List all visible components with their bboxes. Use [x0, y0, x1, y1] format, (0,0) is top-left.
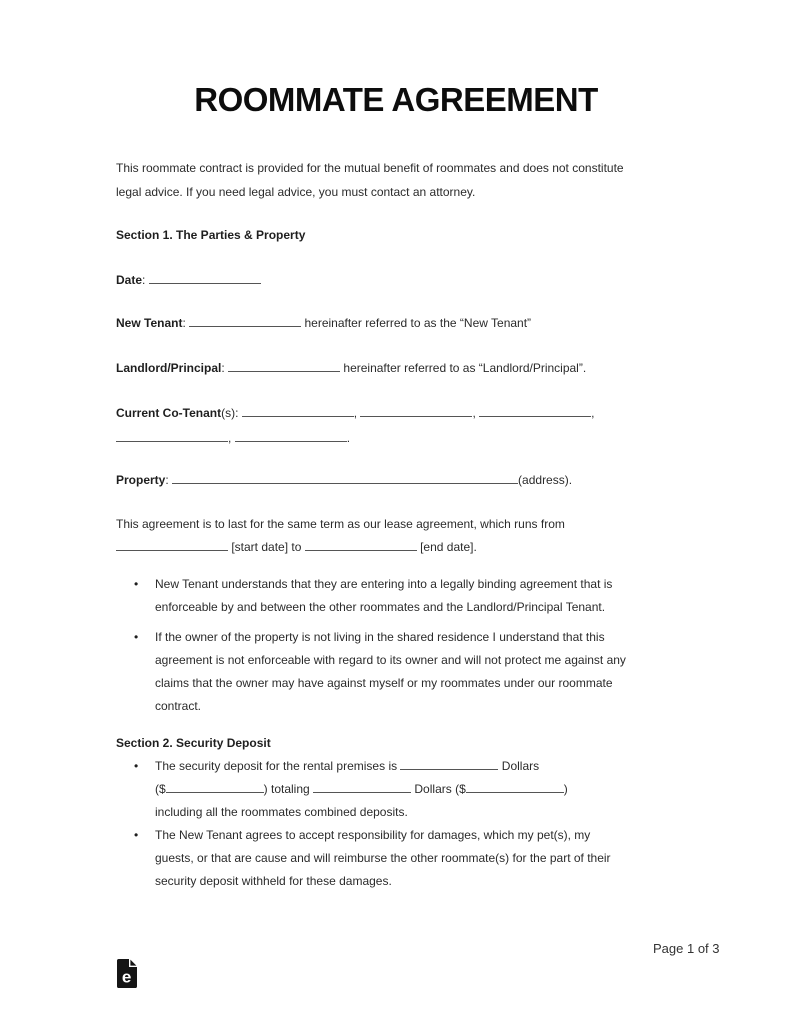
deposit-text: Dollars	[501, 759, 540, 773]
period: .	[346, 431, 351, 445]
cotenant-field	[116, 401, 676, 451]
cotenant-label: Current Co-Tenant	[116, 406, 222, 420]
logo-letter: e	[121, 967, 132, 987]
comma: ,	[472, 406, 476, 420]
intro-line: This roommate contract is provided for the mutual benefit of roommates and does not constitute	[116, 161, 624, 175]
colon: :	[221, 361, 225, 375]
eforms-logo-icon	[117, 959, 137, 988]
list-item	[116, 573, 676, 619]
bullet-line: • The New Tenant agrees to accept responsibility for damages, which my pet(s), my	[155, 828, 591, 842]
deposit-line-2	[155, 778, 676, 801]
landlord-text: hereinafter referred to as “Landlord/Principal”.	[343, 361, 587, 375]
date-label: Date	[116, 273, 143, 287]
document-content	[116, 0, 676, 893]
new-tenant-text: hereinafter referred to as the “New Tenant”	[304, 316, 532, 330]
term-end-text: [end date].	[420, 540, 477, 554]
section1-bullet-list	[116, 573, 676, 718]
term-start-text: [start date] to	[231, 540, 302, 554]
start-date-blank[interactable]	[116, 539, 228, 551]
cotenant-suffix: (s):	[221, 406, 239, 420]
deposit-text: Dollars ($	[414, 782, 466, 796]
comma: ,	[228, 431, 232, 445]
list-item	[116, 824, 676, 893]
bullet-line: enforceable by and between the other roommates and the Landlord/Principal Tenant.	[155, 600, 606, 614]
bullet-line: claims that the owner may have against myself or my roommates under our roommate	[155, 676, 613, 690]
new-tenant-field	[116, 311, 676, 335]
term-line: This agreement is to last for the same term as our lease agreement, which runs from	[116, 517, 565, 531]
property-label: Property	[116, 473, 166, 487]
bullet-line: • If the owner of the property is not living in the shared residence I understand that this	[155, 630, 605, 644]
total-amount-blank[interactable]	[313, 781, 411, 793]
deposit-line-1	[155, 755, 676, 778]
end-date-blank[interactable]	[305, 539, 417, 551]
new-tenant-blank[interactable]	[189, 315, 301, 327]
deposit-amount-blank[interactable]	[400, 758, 498, 770]
section2-heading: Section 2. Security Deposit	[116, 736, 271, 750]
date-blank[interactable]	[149, 272, 261, 284]
comma: ,	[591, 406, 595, 420]
intro-line: legal advice. If you need legal advice, you must contact an attorney.	[116, 185, 476, 199]
deposit-text: The security deposit for the rental premises is	[155, 759, 398, 773]
intro-paragraph	[116, 156, 676, 204]
deposit-text: )	[563, 782, 568, 796]
list-item	[116, 755, 676, 824]
landlord-label: Landlord/Principal	[116, 361, 222, 375]
deposit-line-3: including all the roommates combined deposits.	[155, 805, 408, 819]
property-field	[116, 468, 676, 492]
cotenant-blank-3[interactable]	[479, 405, 591, 417]
page-title: ROOMMATE AGREEMENT	[194, 81, 598, 118]
colon: :	[142, 273, 146, 287]
bullet-line: guests, or that are cause and will reimburse the other roommate(s) for the part of their	[155, 851, 611, 865]
total-number-blank[interactable]	[466, 781, 564, 793]
cotenant-blank-4[interactable]	[116, 430, 228, 442]
bullet-line: agreement is not enforceable with regard to its owner and will not protect me against any	[155, 653, 626, 667]
comma: ,	[353, 406, 358, 420]
landlord-field	[116, 356, 676, 380]
colon: :	[165, 473, 169, 487]
property-suffix: (address).	[518, 473, 573, 487]
deposit-text: ) totaling	[263, 782, 310, 796]
cotenant-blank-2[interactable]	[360, 405, 472, 417]
landlord-blank[interactable]	[228, 360, 340, 372]
bullet-line: • New Tenant understands that they are entering into a legally binding agreement that is	[155, 577, 613, 591]
page-indicator: Page 1 of 3	[653, 941, 720, 956]
new-tenant-label: New Tenant	[116, 316, 183, 330]
deposit-number-blank[interactable]	[166, 781, 264, 793]
term-paragraph	[116, 513, 676, 559]
cotenant-blank-1[interactable]	[242, 405, 354, 417]
deposit-text: ($	[155, 782, 166, 796]
bullet-line: security deposit withheld for these damages.	[155, 874, 392, 888]
property-blank[interactable]	[172, 472, 518, 484]
section2-bullet-list	[116, 755, 676, 893]
term-dates-line	[116, 536, 676, 559]
date-field	[116, 268, 676, 292]
colon: :	[182, 316, 186, 330]
list-item	[116, 626, 676, 718]
bullet-line: contract.	[155, 699, 202, 713]
section1-heading: Section 1. The Parties & Property	[116, 228, 306, 242]
cotenant-blank-5[interactable]	[235, 430, 347, 442]
